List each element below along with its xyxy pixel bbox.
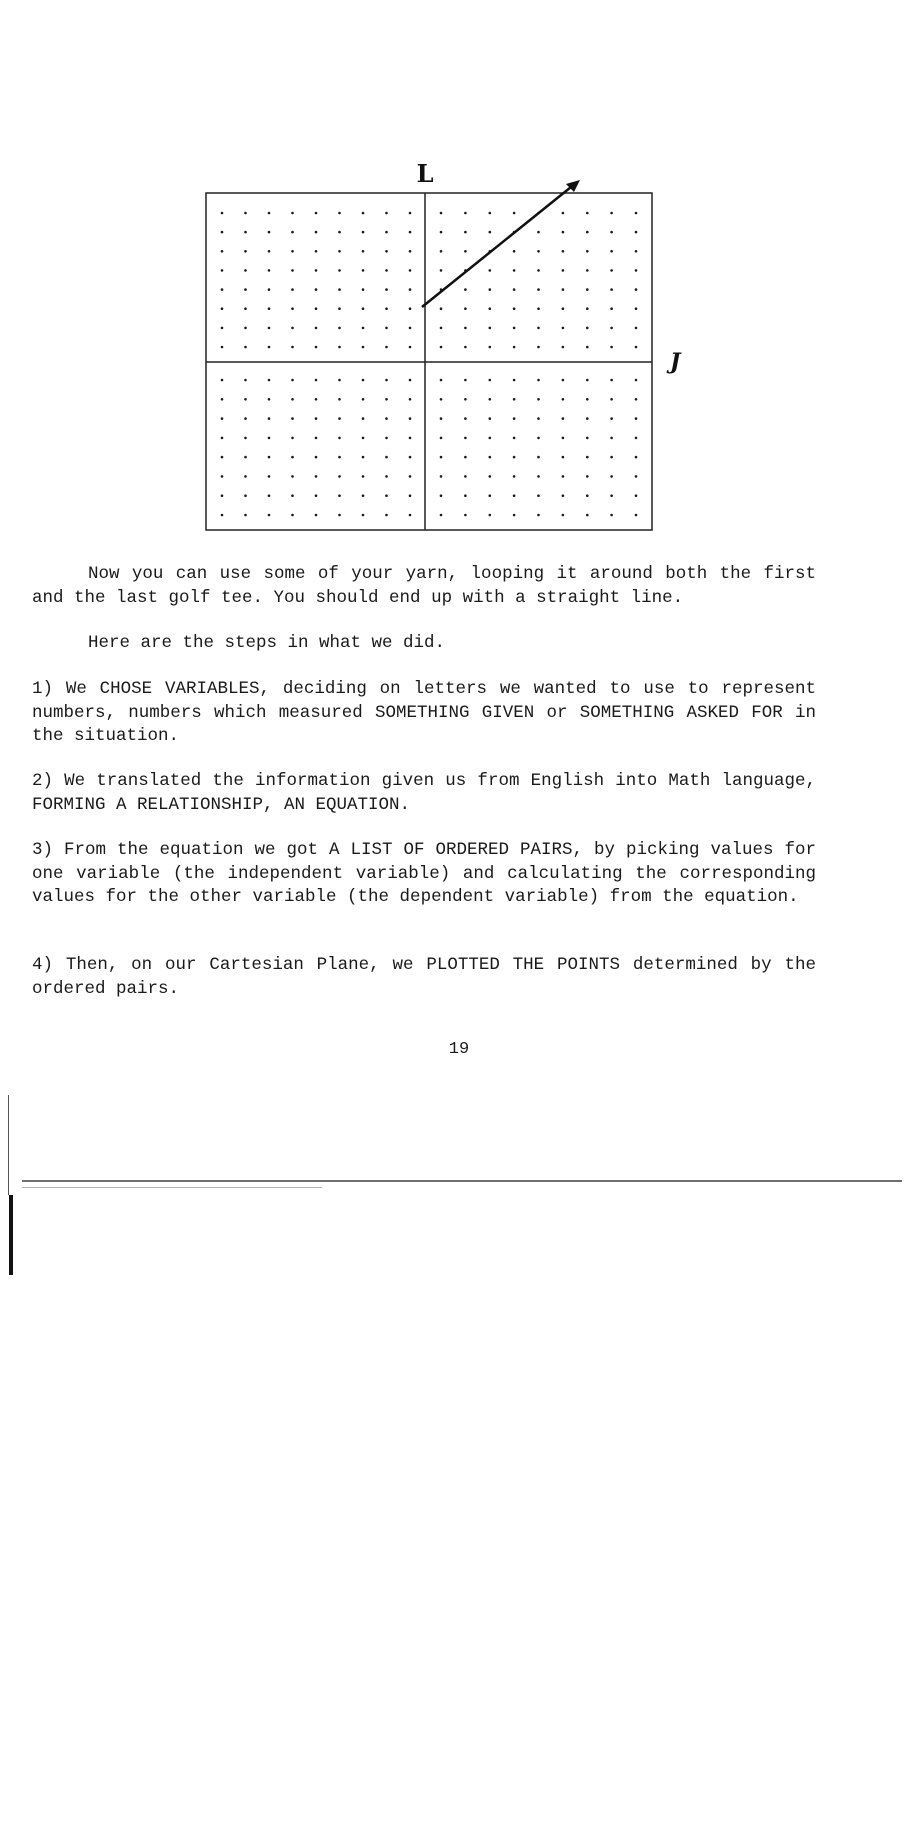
grid-dot [537, 379, 540, 382]
grid-dot [464, 437, 467, 440]
grid-dot [362, 379, 365, 382]
grid-dot [610, 456, 613, 459]
grid-dot [586, 288, 589, 291]
vertical-axis-label: L [416, 159, 434, 188]
scan-edge-line-faint [22, 1187, 322, 1188]
grid-dot [537, 346, 540, 349]
grid-dot [586, 346, 589, 349]
grid-dot [513, 379, 516, 382]
grid-dot [562, 379, 565, 382]
grid-dot [562, 346, 565, 349]
grid-dot [409, 456, 412, 459]
grid-dot [610, 437, 613, 440]
grid-dot [362, 307, 365, 310]
grid-dot [385, 288, 388, 291]
grid-dot [268, 494, 271, 497]
grid-dot [268, 437, 271, 440]
grid-dot [291, 288, 294, 291]
grid-dot [315, 379, 318, 382]
grid-dot [537, 437, 540, 440]
scan-edge-line [22, 1180, 902, 1182]
grid-dot [315, 514, 318, 517]
grid-dot [513, 456, 516, 459]
grid-dot [440, 307, 443, 310]
grid-dot [244, 456, 247, 459]
grid-dot [409, 288, 412, 291]
step-1: 1) We CHOSE VARIABLES, deciding on letters we wanted to use to represent numbers, numbers which measured SOMETHING GIVEN or SOMETHING ASKED FOR in the situation. [32, 679, 816, 746]
grid-dot [244, 398, 247, 401]
grid-dot [464, 212, 467, 215]
grid-dot [291, 379, 294, 382]
grid-dot [537, 250, 540, 253]
grid-dot [489, 417, 492, 420]
grid-dot [464, 417, 467, 420]
grid-dot [291, 346, 294, 349]
grid-dot [362, 269, 365, 272]
grid-dot [464, 327, 467, 330]
grid-dot [221, 417, 224, 420]
grid-dot [586, 327, 589, 330]
grid-dot [409, 514, 412, 517]
grid-dot [635, 475, 638, 478]
grid-dot [586, 212, 589, 215]
grid-dot [291, 327, 294, 330]
grid-dot [244, 307, 247, 310]
grid-dot [385, 327, 388, 330]
grid-dot [562, 437, 565, 440]
grid-dot [385, 437, 388, 440]
grid-dot [464, 307, 467, 310]
grid-dot [221, 269, 224, 272]
grid-dot [489, 269, 492, 272]
grid-dot [610, 379, 613, 382]
grid-dot [315, 307, 318, 310]
grid-dot [513, 269, 516, 272]
grid-dot [489, 494, 492, 497]
grid-dot [537, 456, 540, 459]
grid-dot [464, 494, 467, 497]
grid-dot [635, 269, 638, 272]
grid-dot [244, 417, 247, 420]
grid-dot [291, 417, 294, 420]
grid-dot [221, 494, 224, 497]
grid-dot [221, 346, 224, 349]
grid-dot [610, 327, 613, 330]
page-number: 19 [448, 1040, 470, 1059]
grid-dot [362, 514, 365, 517]
grid-dot [562, 417, 565, 420]
step-2: 2) We translated the information given us from English into Math language, FORMING A RELATIONSHIP, AN EQUATION. [32, 771, 816, 815]
grid-dot [338, 514, 341, 517]
grid-dot [537, 288, 540, 291]
grid-dot [635, 288, 638, 291]
grid-dot [440, 269, 443, 272]
grid-dot [291, 231, 294, 234]
grid-dot [338, 212, 341, 215]
grid-dot [562, 398, 565, 401]
grid-dot [221, 475, 224, 478]
grid-dot [315, 231, 318, 234]
grid-dot [440, 494, 443, 497]
grid-dot [440, 514, 443, 517]
grid-dot [244, 269, 247, 272]
grid-dot [537, 417, 540, 420]
grid-dot [562, 514, 565, 517]
grid-dot [338, 494, 341, 497]
grid-dot [315, 327, 318, 330]
grid-dot [268, 307, 271, 310]
grid-dot [385, 398, 388, 401]
grid-dot [268, 379, 271, 382]
grid-dot [489, 231, 492, 234]
grid-dot [586, 417, 589, 420]
grid-dot [586, 514, 589, 517]
grid-dot [635, 437, 638, 440]
grid-dot [338, 288, 341, 291]
grid-dot [268, 288, 271, 291]
grid-dot [221, 437, 224, 440]
grid-dot [610, 417, 613, 420]
grid-dot [362, 494, 365, 497]
grid-dot [464, 288, 467, 291]
grid-dot [385, 231, 388, 234]
grid-dot [464, 475, 467, 478]
grid-dot [440, 437, 443, 440]
grid-dot [513, 250, 516, 253]
grid-dot [586, 398, 589, 401]
grid-dot [244, 212, 247, 215]
cartesian-plane-figure [140, 155, 700, 535]
grid-dot [315, 398, 318, 401]
grid-dot [635, 494, 638, 497]
grid-dot [635, 456, 638, 459]
grid-dot [291, 250, 294, 253]
grid-dot [513, 417, 516, 420]
grid-dot [221, 327, 224, 330]
grid-dot [315, 475, 318, 478]
grid-dot [338, 417, 341, 420]
grid-dot [244, 288, 247, 291]
grid-dot [244, 250, 247, 253]
grid-dot [610, 307, 613, 310]
grid-dot [464, 456, 467, 459]
horizontal-axis-label: J [670, 349, 681, 375]
grid-dot [338, 437, 341, 440]
grid-dot [385, 250, 388, 253]
grid-dot [610, 398, 613, 401]
grid-dot [537, 494, 540, 497]
grid-dot [291, 475, 294, 478]
grid-dot [291, 398, 294, 401]
grid-dot [635, 327, 638, 330]
grid-dot [244, 346, 247, 349]
grid-dot [385, 212, 388, 215]
grid-dot [409, 327, 412, 330]
grid-dot [409, 437, 412, 440]
grid-dot [338, 398, 341, 401]
grid-dot [385, 514, 388, 517]
grid-dot [362, 475, 365, 478]
grid-dot [586, 250, 589, 253]
grid-dot [586, 437, 589, 440]
grid-dot [440, 250, 443, 253]
grid-dot [610, 250, 613, 253]
grid-dot [440, 346, 443, 349]
grid-dot [315, 494, 318, 497]
grid-dot [513, 475, 516, 478]
grid-dot [385, 456, 388, 459]
grid-dot [537, 514, 540, 517]
grid-dot [635, 398, 638, 401]
grid-dot [489, 456, 492, 459]
grid-dot [385, 494, 388, 497]
grid-dot [268, 269, 271, 272]
grid-dot [464, 514, 467, 517]
grid-dot [635, 231, 638, 234]
grid-dot [244, 437, 247, 440]
grid-dot [610, 288, 613, 291]
grid-dot [489, 288, 492, 291]
grid-dot [385, 417, 388, 420]
grid-dot [268, 398, 271, 401]
grid-dot [244, 514, 247, 517]
grid-dot [362, 417, 365, 420]
grid-dot [610, 514, 613, 517]
grid-dot [362, 250, 365, 253]
grid-dot [586, 494, 589, 497]
paragraph-steps-intro: Here are the steps in what we did. [88, 633, 446, 653]
grid-dot [409, 250, 412, 253]
grid-dot [513, 327, 516, 330]
grid-dot [440, 456, 443, 459]
grid-dot [221, 231, 224, 234]
grid-dot [513, 494, 516, 497]
grid-dot [562, 231, 565, 234]
grid-dot [244, 475, 247, 478]
grid-dot [268, 327, 271, 330]
grid-dot [513, 437, 516, 440]
grid-dot [464, 379, 467, 382]
grid-dot [244, 494, 247, 497]
grid-dot [385, 269, 388, 272]
grid-dot [385, 307, 388, 310]
grid-dot [338, 327, 341, 330]
grid-dot [221, 212, 224, 215]
grid-dot [409, 417, 412, 420]
grid-dot [268, 212, 271, 215]
dot-grid [221, 212, 638, 517]
grid-dot [315, 212, 318, 215]
grid-dot [562, 327, 565, 330]
grid-dot [338, 231, 341, 234]
grid-dot [537, 307, 540, 310]
grid-dot [385, 379, 388, 382]
grid-dot [610, 212, 613, 215]
grid-dot [440, 327, 443, 330]
grid-dot [537, 231, 540, 234]
grid-dot [562, 269, 565, 272]
grid-dot [362, 398, 365, 401]
paragraph-yarn: Now you can use some of your yarn, looping it around both the first and the last golf tee. You should end up with a straight line. [32, 564, 816, 608]
grid-dot [489, 379, 492, 382]
grid-dot [268, 475, 271, 478]
grid-dot [409, 269, 412, 272]
grid-dot [362, 288, 365, 291]
grid-dot [489, 212, 492, 215]
grid-dot [562, 475, 565, 478]
grid-dot [409, 346, 412, 349]
grid-dot [586, 231, 589, 234]
grid-dot [244, 327, 247, 330]
grid-dot [586, 379, 589, 382]
grid-dot [489, 514, 492, 517]
grid-dot [635, 212, 638, 215]
grid-dot [409, 398, 412, 401]
grid-dot [464, 250, 467, 253]
grid-dot [464, 231, 467, 234]
grid-dot [440, 379, 443, 382]
grid-dot [440, 417, 443, 420]
grid-dot [409, 212, 412, 215]
grid-dot [315, 456, 318, 459]
grid-dot [338, 250, 341, 253]
grid-dot [586, 475, 589, 478]
grid-dot [315, 288, 318, 291]
grid-dot [513, 346, 516, 349]
grid-dot [409, 379, 412, 382]
grid-dot [513, 398, 516, 401]
scan-edge-mark [8, 1095, 9, 1195]
step-3: 3) From the equation we got A LIST OF ORDERED PAIRS, by picking values for one variable (the independent variable) and calculating the corresponding values for the other variable (the dependent variable) from the equation. [32, 840, 816, 907]
grid-dot [268, 250, 271, 253]
grid-dot [291, 269, 294, 272]
grid-dot [513, 307, 516, 310]
grid-dot [562, 212, 565, 215]
step-4: 4) Then, on our Cartesian Plane, we PLOTTED THE POINTS determined by the ordered pairs. [32, 955, 816, 999]
grid-dot [635, 307, 638, 310]
grid-dot [291, 212, 294, 215]
grid-dot [268, 456, 271, 459]
grid-dot [221, 398, 224, 401]
grid-dot [537, 475, 540, 478]
grid-dot [362, 327, 365, 330]
grid-dot [315, 250, 318, 253]
grid-dot [221, 307, 224, 310]
grid-dot [338, 475, 341, 478]
grid-dot [244, 231, 247, 234]
grid-dot [586, 269, 589, 272]
grid-dot [385, 475, 388, 478]
grid-dot [291, 437, 294, 440]
grid-dot [610, 346, 613, 349]
grid-dot [537, 398, 540, 401]
grid-dot [562, 307, 565, 310]
grid-dot [489, 327, 492, 330]
grid-dot [291, 494, 294, 497]
grid-dot [464, 398, 467, 401]
grid-dot [221, 288, 224, 291]
grid-dot [610, 475, 613, 478]
grid-dot [362, 212, 365, 215]
grid-dot [338, 307, 341, 310]
grid-dot [513, 288, 516, 291]
grid-dot [362, 231, 365, 234]
grid-dot [268, 514, 271, 517]
grid-dot [537, 269, 540, 272]
grid-dot [440, 231, 443, 234]
grid-dot [315, 269, 318, 272]
grid-dot [338, 379, 341, 382]
grid-dot [268, 417, 271, 420]
grid-dot [635, 379, 638, 382]
grid-dot [537, 327, 540, 330]
grid-dot [489, 475, 492, 478]
grid-dot [635, 346, 638, 349]
grid-dot [338, 456, 341, 459]
grid-dot [513, 212, 516, 215]
grid-dot [221, 514, 224, 517]
grid-dot [409, 475, 412, 478]
grid-dot [586, 456, 589, 459]
grid-dot [562, 288, 565, 291]
grid-dot [464, 346, 467, 349]
grid-dot [268, 346, 271, 349]
grid-dot [409, 307, 412, 310]
grid-dot [489, 346, 492, 349]
grid-dot [513, 514, 516, 517]
grid-dot [409, 231, 412, 234]
grid-dot [635, 250, 638, 253]
grid-dot [440, 212, 443, 215]
grid-dot [440, 475, 443, 478]
grid-dot [315, 346, 318, 349]
grid-dot [291, 456, 294, 459]
grid-dot [291, 307, 294, 310]
grid-dot [244, 379, 247, 382]
grid-dot [362, 456, 365, 459]
grid-dot [489, 307, 492, 310]
grid-dot [362, 437, 365, 440]
grid-dot [268, 231, 271, 234]
grid-dot [221, 250, 224, 253]
grid-dot [635, 417, 638, 420]
grid-dot [610, 269, 613, 272]
grid-dot [610, 231, 613, 234]
grid-dot [221, 456, 224, 459]
grid-dot [440, 398, 443, 401]
grid-dot [489, 437, 492, 440]
grid-dot [635, 514, 638, 517]
scan-edge-bar [9, 1195, 13, 1275]
grid-dot [562, 494, 565, 497]
grid-dot [338, 269, 341, 272]
grid-dot [221, 379, 224, 382]
plotted-line [422, 183, 576, 307]
grid-dot [586, 307, 589, 310]
grid-dot [362, 346, 365, 349]
grid-dot [489, 398, 492, 401]
grid-dot [562, 250, 565, 253]
grid-dot [409, 494, 412, 497]
grid-dot [562, 456, 565, 459]
grid-dot [315, 437, 318, 440]
grid-dot [338, 346, 341, 349]
grid-dot [610, 494, 613, 497]
grid-dot [315, 417, 318, 420]
grid-dot [385, 346, 388, 349]
grid-dot [291, 514, 294, 517]
